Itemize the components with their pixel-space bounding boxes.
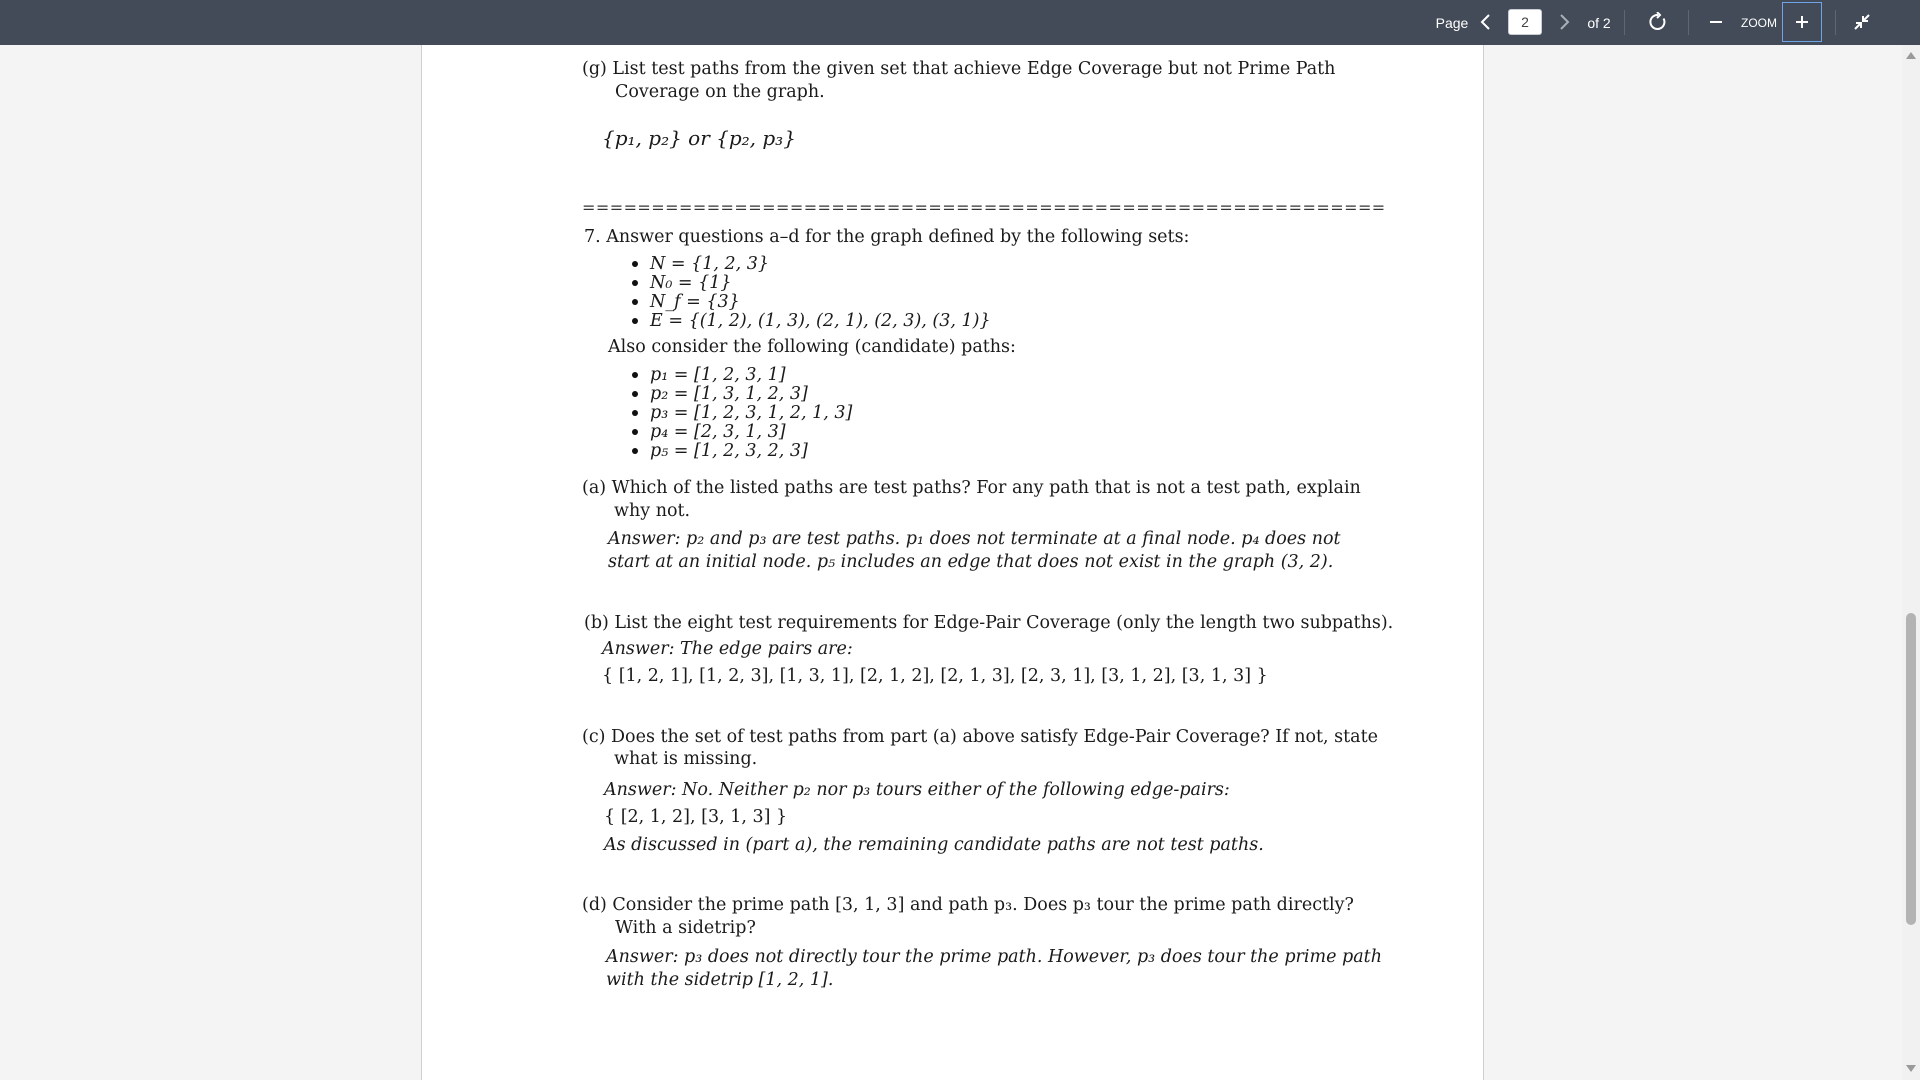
question-b-text: (b) List the eight test requirements for Edge-Pair Coverage (only the length two subpaths).	[584, 613, 1394, 633]
bullet-icon	[632, 261, 638, 267]
question-g-text: (g) List test paths from the given set that achieve Edge Coverage but not Prime Path	[582, 59, 1336, 79]
vertical-scrollbar[interactable]	[1902, 45, 1920, 1080]
question-c-edge-pairs: { [2, 1, 2], [3, 1, 3] }	[604, 807, 788, 827]
toolbar-divider	[1688, 10, 1689, 35]
question-g-text-cont: Coverage on the graph.	[615, 82, 825, 102]
scroll-down-icon[interactable]	[1906, 1065, 1916, 1072]
plus-icon[interactable]	[1782, 2, 1822, 42]
zoom-label: ZOOM	[1741, 15, 1777, 30]
bullet-icon	[632, 448, 638, 454]
scroll-up-icon[interactable]	[1906, 52, 1916, 59]
also-consider-text: Also consider the following (candidate) paths:	[608, 337, 1016, 357]
question-d-text-cont: With a sidetrip?	[615, 918, 756, 938]
scroll-thumb[interactable]	[1906, 613, 1916, 925]
bullet-icon	[632, 280, 638, 286]
section-separator: ==========================================================	[582, 198, 1386, 217]
question-7-intro: 7. Answer questions a–d for the graph defined by the following sets:	[584, 227, 1190, 247]
question-a-text: (a) Which of the listed paths are test paths? For any path that is not a test path, explain	[582, 478, 1361, 498]
bullet-icon	[632, 372, 638, 378]
question-c-answer: Answer: No. Neither p₂ nor p₃ tours either of the following edge-pairs:	[604, 780, 1230, 800]
set-item: N₀ = {1}	[650, 273, 732, 293]
bullet-icon	[632, 410, 638, 416]
question-c-text-cont: what is missing.	[614, 749, 758, 769]
chevron-right-icon[interactable]	[1550, 7, 1578, 37]
toolbar-divider	[1624, 10, 1625, 35]
path-item: p₁ = [1, 2, 3, 1]	[650, 365, 786, 385]
question-d-answer: Answer: p₃ does not directly tour the prime path. However, p₃ does tour the prime path	[606, 947, 1382, 967]
question-g-answer: {p₁, p₂} or {p₂, p₃}	[602, 126, 796, 150]
collapse-icon[interactable]	[1848, 7, 1876, 37]
set-item: N = {1, 2, 3}	[650, 254, 770, 274]
question-a-text-cont: why not.	[614, 501, 691, 521]
rotate-icon[interactable]	[1644, 7, 1672, 37]
set-item: E = {(1, 2), (1, 3), (2, 1), (2, 3), (3, 1)}	[650, 311, 991, 331]
question-d-answer-cont: with the sidetrip [1, 2, 1].	[606, 970, 834, 990]
page-label: Page	[1435, 14, 1469, 31]
question-b-answer: Answer: The edge pairs are:	[602, 639, 853, 659]
set-item: N_f = {3}	[650, 292, 740, 312]
bullet-icon	[632, 299, 638, 305]
path-item: p₃ = [1, 2, 3, 1, 2, 1, 3]	[650, 403, 853, 423]
bullet-icon	[632, 429, 638, 435]
path-item: p₄ = [2, 3, 1, 3]	[650, 422, 786, 442]
bullet-icon	[632, 391, 638, 397]
minus-icon[interactable]	[1702, 7, 1730, 37]
pdf-toolbar	[0, 0, 1920, 45]
page-count: of 2	[1587, 14, 1611, 31]
question-a-answer: Answer: p₂ and p₃ are test paths. p₁ does not terminate at a final node. p₄ does not	[608, 529, 1341, 549]
question-b-edge-pairs: { [1, 2, 1], [1, 2, 3], [1, 3, 1], [2, 1, 2], [2, 1, 3], [2, 3, 1], [3, 1, 2], [3, 1, 3] }	[602, 666, 1268, 686]
bullet-icon	[632, 318, 638, 324]
question-c-text: (c) Does the set of test paths from part (a) above satisfy Edge-Pair Coverage? If not, state	[582, 727, 1378, 747]
path-item: p₂ = [1, 3, 1, 2, 3]	[650, 384, 808, 404]
toolbar-divider	[1835, 10, 1836, 35]
question-d-text: (d) Consider the prime path [3, 1, 3] and path p₃. Does p₃ tour the prime path directly?	[582, 895, 1354, 915]
question-a-answer-cont: start at an initial node. p₅ includes an edge that does not exist in the graph (3, 2).	[608, 552, 1334, 572]
question-c-answer-cont: As discussed in (part a), the remaining candidate paths are not test paths.	[604, 835, 1264, 855]
page-number-input[interactable]	[1508, 9, 1542, 35]
path-item: p₅ = [1, 2, 3, 2, 3]	[650, 441, 808, 461]
chevron-left-icon[interactable]	[1472, 7, 1500, 37]
